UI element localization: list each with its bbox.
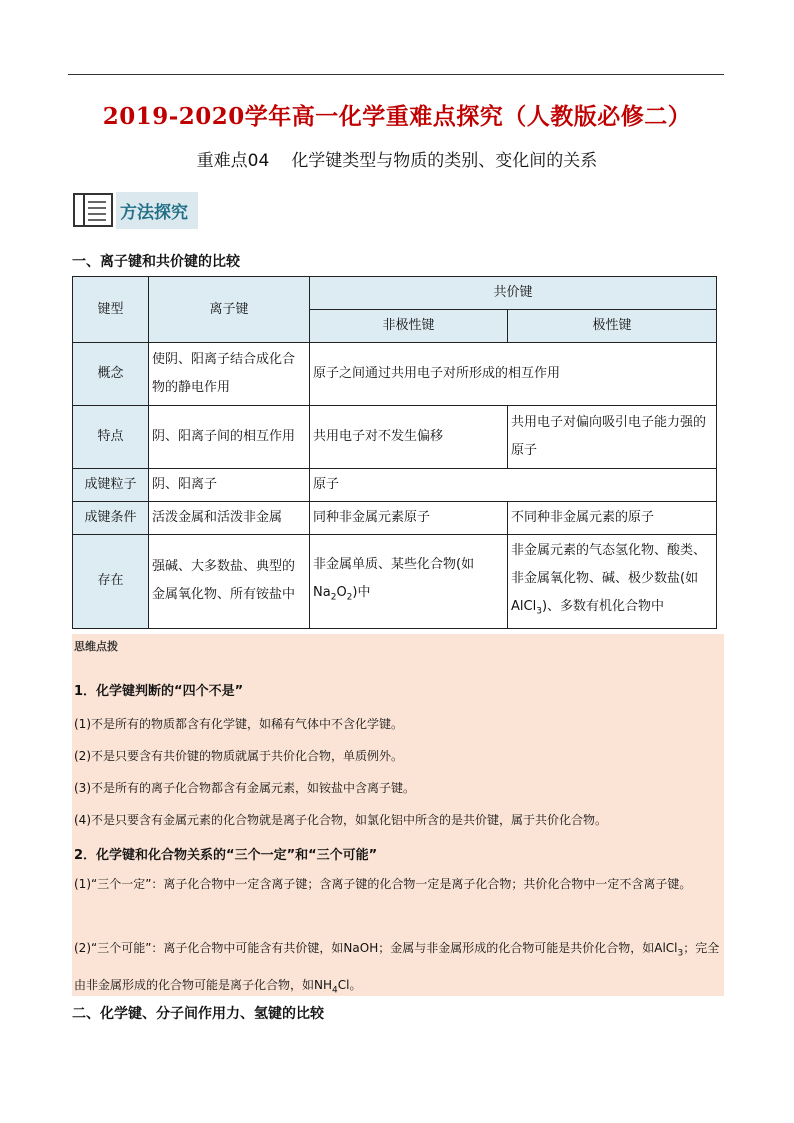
subscript: 2 xyxy=(330,592,337,603)
subscript: 4 xyxy=(332,985,338,996)
tip-paragraph: (4)不是只要含有金属元素的化合物就是离子化合物，如氯化铝中所含的是共价键，属于共价化合物。 xyxy=(74,813,608,827)
topic-number: 重难点04 xyxy=(196,151,270,171)
cell-text: )、多数有机化合物中 xyxy=(541,599,665,614)
section-heading-1: 一、离子键和共价键的比较 xyxy=(72,254,240,270)
method-banner xyxy=(72,188,198,232)
subscript: 3 xyxy=(677,948,684,959)
table-row xyxy=(73,343,717,406)
cell-polar: 不同种非金属元素的原子 xyxy=(508,502,717,535)
formula-text: O xyxy=(336,585,347,600)
cell-text: 非金属单质、某些化合物(如 xyxy=(313,557,475,572)
cell-text: )中 xyxy=(352,585,371,600)
tip-paragraph: (3)不是所有的离子化合物都含有金属元素，如铵盐中含离子键。 xyxy=(74,781,416,795)
header-covalent: 共价键 xyxy=(310,277,717,310)
row-label: 成键条件 xyxy=(73,502,149,535)
table-row xyxy=(73,406,717,469)
cell-covalent: 原子 xyxy=(310,469,717,502)
row-label: 概念 xyxy=(73,343,149,406)
formula-text: AlCl xyxy=(511,599,537,614)
tip-box xyxy=(72,634,724,996)
row-label: 成键粒子 xyxy=(73,469,149,502)
cell-text: 非金属元素的气态氢化物、酸类、非金属氧化物、碱、极少数盐(如 xyxy=(511,543,707,586)
tip-text: (2)“三个可能”：离子化合物中可能含有共价键，如NaOH；金属与非金属形成的化合物可能是共价化合物，如AlCl xyxy=(74,941,678,955)
method-label: 方法探究 xyxy=(116,192,198,229)
cell-ionic: 活泼金属和活泼非金属 xyxy=(149,502,310,535)
table-row xyxy=(73,535,717,629)
cell-polar: 共用电子对偏向吸引电子能力强的原子 xyxy=(508,406,717,469)
cell-ionic: 阴、阳离子 xyxy=(149,469,310,502)
subscript: 2 xyxy=(346,592,353,603)
tip-paragraph: (2)不是只要含有共价键的物质就属于共价化合物，单质例外。 xyxy=(74,749,404,763)
tip-text: Cl。 xyxy=(337,978,362,993)
cell-covalent: 原子之间通过共用电子对所形成的相互作用 xyxy=(310,343,717,406)
cell-ionic: 强碱、大多数盐、典型的金属氧化物、所有铵盐中 xyxy=(149,535,310,629)
book-icon xyxy=(72,190,116,230)
tip-heading-1: 1．化学键判断的“四个不是” xyxy=(74,684,244,699)
page-subtitle xyxy=(0,146,794,171)
subscript: 3 xyxy=(536,606,542,617)
header-nonpolar: 非极性键 xyxy=(310,310,508,343)
bond-comparison-table xyxy=(72,276,717,629)
page-title: 2019-2020学年高一化学重难点探究（人教版必修二） xyxy=(102,103,692,130)
header-rule xyxy=(68,74,724,75)
table-row xyxy=(73,469,717,502)
cell-ionic: 阴、阳离子间的相互作用 xyxy=(149,406,310,469)
tip-heading-2: 2．化学键和化合物关系的“三个一定”和“三个可能” xyxy=(74,848,378,863)
tip-paragraph: (1)不是所有的物质都含有化学键，如稀有气体中不含化学键。 xyxy=(74,717,404,731)
cell-ionic: 使阴、阳离子结合成化合物的静电作用 xyxy=(149,343,310,406)
table-row xyxy=(73,502,717,535)
section-heading-2: 二、化学键、分子间作用力、氢键的比较 xyxy=(72,1006,324,1022)
header-ionic: 离子键 xyxy=(149,277,310,343)
cell-nonpolar: 共用电子对不发生偏移 xyxy=(310,406,508,469)
row-label: 存在 xyxy=(73,535,149,629)
tip-paragraph xyxy=(74,932,722,1007)
tip-text: ；完全由非金属形成的化合物可能是离子化合物，如NH xyxy=(74,941,720,993)
topic-title: 化学键类型与物质的类别、变化间的关系 xyxy=(291,151,598,171)
header-polar: 极性键 xyxy=(508,310,717,343)
tip-paragraph: (1)“三个一定”：离子化合物中一定含离子键；含离子键的化合物一定是离子化合物；共价化合物中一定不含离子键。 xyxy=(74,877,692,891)
cell-nonpolar xyxy=(310,535,508,629)
cell-nonpolar: 同种非金属元素原子 xyxy=(310,502,508,535)
formula-text: Na xyxy=(313,585,331,600)
row-label: 特点 xyxy=(73,406,149,469)
table-header-row xyxy=(73,277,717,310)
header-bond-type: 键型 xyxy=(73,277,149,343)
tip-tag: 思维点拨 xyxy=(74,640,118,653)
cell-polar xyxy=(508,535,717,629)
